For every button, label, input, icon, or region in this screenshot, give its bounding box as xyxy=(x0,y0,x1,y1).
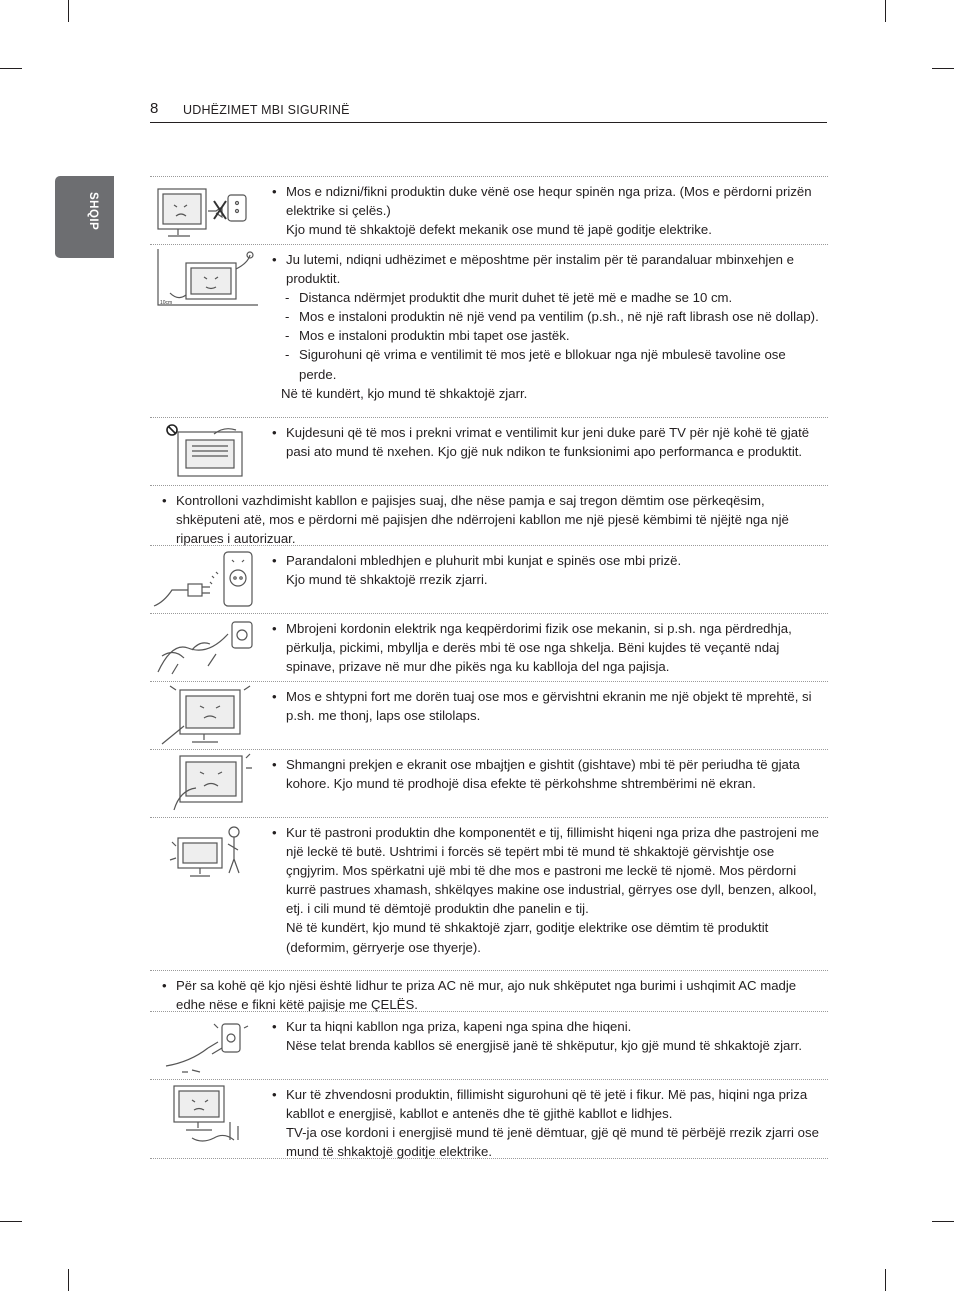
bullet-text: • Mos e shtypni fort me dorën tuaj ose mos e gërvishtni ekranin me një objekt të mprehtë, si p.sh. me thonj, laps ose stilolaps. xyxy=(272,687,820,725)
page-header xyxy=(150,100,827,123)
bullet-text: • Mos e ndizni/fikni produktin duke vënë ose hequr spinën nga priza. (Mos e përdorni prizën elektrike si çelës.) Kjo mund të shkaktojë defekt mekanik ose mund të japë goditje elektrike. xyxy=(272,182,820,239)
bullet-text: • Kujdesuni që të mos i prekni vrimat e ventilimit kur jeni duke parë TV për një kohë të gjatë pasi ato mund të nxehen. Kjo gjë nuk ndikon te funksionimi apo performanca e produktit. xyxy=(272,423,820,461)
unplug-illustration xyxy=(152,1014,264,1076)
language-tab xyxy=(55,176,114,258)
safety-item xyxy=(150,681,828,750)
tv-plug-illustration xyxy=(152,179,264,241)
crop-mark xyxy=(932,68,954,69)
screen-touch-illustration xyxy=(152,752,264,814)
bullet-text: • Kur të pastroni produktin dhe komponentët e tij, fillimisht hiqeni nga priza dhe pastrojeni me një leckë të butë. Ushtrimi i forcës së tepërt mbi të mund të shkaktojë gërvishtje ose çngjyrim. Mos spërkatni ujë mbi të dhe mos e pastroni me leckë të njomë. Mos përdorni kurrë pastrues xhamash, shkëlqyes makine ose industrial, gërryes ose dyll, benzen, alkool, etj. i cili mund të dëmtojë produktin dhe panelin e tij. Në të kundërt, kjo mund të shkaktojë zjarr, goditje elektrike ose dëmtim të produktit (deformim, gërryerje ose thyerje). xyxy=(272,823,820,957)
plug-dust-illustration xyxy=(152,548,264,610)
bullet-text: • Kontrolloni vazhdimisht kabllon e pajisjes suaj, dhe nëse pamja e saj tregon dëmtim ose përkeqësim, shkëputeni atë, mos e përdorni më pajisjen dhe ndërrojeni kabllon me një pjesë këmbimi të njëjtë nga një riparues i autorizuar. xyxy=(162,491,824,548)
page-number: 8 xyxy=(150,100,159,117)
safety-item xyxy=(150,417,828,486)
bullet-text: • Kur të zhvendosni produktin, fillimisht sigurohuni që të jetë i fikur. Më pas, hiqini nga priza kabllot e energjisë, kabllot e antenës dhe të gjithë kabllot e lidhjes. TV-ja ose kordoni i energjisë mund të jenë dëmtuar, gjë që mund të përbëjë rrezik zjarri ose mund të shkaktojë goditje elektrike. xyxy=(272,1085,820,1161)
safety-item xyxy=(150,1011,828,1080)
dash-item: - Mos e instaloni produktin mbi tapet ose jastëk. xyxy=(285,328,570,344)
safety-item xyxy=(150,244,828,418)
language-tab-label: SHQIP xyxy=(87,192,99,231)
bullet-text: • Për sa kohë që kjo njësi është lidhur te priza AC në mur, ajo nuk shkëputet nga burimi i ushqimit AC madje edhe nëse e fikni këtë pajisje me ÇELËS. xyxy=(162,976,824,1014)
safety-item xyxy=(150,749,828,818)
bullet-text: • Parandaloni mbledhjen e pluhurit mbi kunjat e spinës ose mbi prizë. Kjo mund të shkaktojë rrezik zjarri. xyxy=(272,551,820,589)
safety-item xyxy=(150,1079,828,1159)
tv-vent-illustration xyxy=(152,420,264,482)
dash-item: - Mos e instaloni produktin në një vend pa ventilim (p.sh., në një raft librash ose në dollap). xyxy=(285,309,819,325)
cord-damage-illustration xyxy=(152,616,264,678)
crop-mark xyxy=(885,0,886,22)
safety-item xyxy=(150,613,828,682)
crop-mark xyxy=(0,1221,22,1222)
bullet-text: • Ju lutemi, ndiqni udhëzimet e mëposhtme për instalim për të parandaluar mbinxehjen e produktit. xyxy=(272,250,820,288)
safety-item xyxy=(150,817,828,971)
bullet-text: • Mbrojeni kordonin elektrik nga keqpërdorimi fizik ose mekanin, si p.sh. nga përdredhja, përkulja, pickimi, mbyllja e derës mbi të ose nga shkelja. Bëni kujdes të veçantë ndaj spinave, prizave në mur dhe pikës nga ku kablloja del nga pajisja. xyxy=(272,619,820,676)
safety-item xyxy=(150,176,828,245)
safety-item xyxy=(150,545,828,614)
distance-label: 10cm xyxy=(160,300,173,306)
tv-wall-distance-illustration xyxy=(152,247,264,309)
crop-mark xyxy=(932,1221,954,1222)
safety-item xyxy=(150,970,828,1012)
page-title: UDHËZIMET MBI SIGURINË xyxy=(183,103,350,117)
warning-note: Në të kundërt, kjo mund të shkaktojë zjarr. xyxy=(281,385,528,401)
move-tv-illustration xyxy=(152,1082,264,1144)
bullet-text: • Shmangni prekjen e ekranit ose mbajtjen e gishtit (gishtave) mbi të për periudha të gjata kohore. Kjo mund të prodhojë disa efekte të përkohshme shtrembërimi në ekran. xyxy=(272,755,820,793)
cleaning-illustration xyxy=(152,820,264,882)
screen-press-illustration xyxy=(152,684,264,746)
dash-item: - Distanca ndërmjet produktit dhe murit duhet të jetë më e madhe se 10 cm. xyxy=(285,290,733,306)
crop-mark xyxy=(68,0,69,22)
dash-item: - Sigurohuni që vrima e ventilimit të mos jetë e bllokuar nga një mbulesë tavoline ose perde. xyxy=(285,347,786,382)
crop-mark xyxy=(885,1269,886,1291)
bullet-text: • Kur ta hiqni kabllon nga priza, kapeni nga spina dhe hiqeni. Nëse telat brenda kabllos së energjisë janë të shkëputur, kjo gjë mund të shkaktojë zjarr. xyxy=(272,1017,820,1055)
crop-mark xyxy=(68,1269,69,1291)
crop-mark xyxy=(0,68,22,69)
safety-item xyxy=(150,485,828,546)
